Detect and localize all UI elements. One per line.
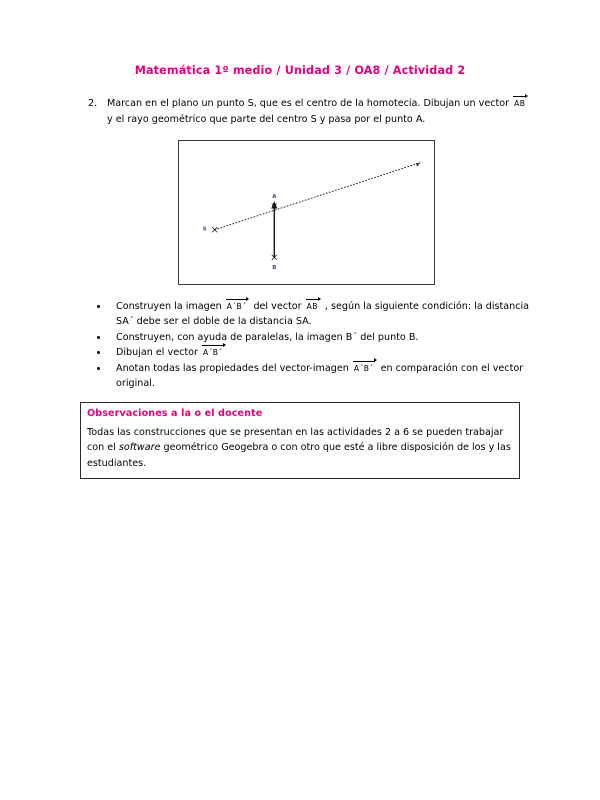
bullet-text-segment: , según la siguiente condición: la distancia SA´ debe ser el doble de la distancia SA. bbox=[116, 301, 530, 328]
observations-title: Observaciones a la o el docente bbox=[87, 408, 263, 419]
bullet-text bbox=[116, 363, 523, 389]
activity-number: 2. bbox=[88, 98, 98, 109]
activity-text bbox=[107, 96, 534, 127]
bullet-dot-icon bbox=[97, 305, 100, 308]
observations-italic-word: software bbox=[118, 442, 161, 454]
point-markers bbox=[212, 204, 276, 260]
bullet-text-segment: Construyen, con ayuda de paralelas, la imagen B´ del punto B. bbox=[116, 331, 419, 343]
homothety-construction-diagram bbox=[179, 141, 434, 284]
bullet-text-segment: Dibujan el vector bbox=[116, 347, 198, 359]
list-item bbox=[88, 345, 540, 360]
observations-text-before: Todas las construcciones que se presentan en las actividades 2 a 6 se pueden trabajar con el bbox=[87, 427, 504, 454]
bullet-text-segment: Construyen la imagen bbox=[116, 301, 222, 312]
ray-arrowhead bbox=[416, 163, 420, 167]
bullet-dot-icon bbox=[97, 336, 100, 339]
figure-label-a: A bbox=[272, 194, 277, 201]
page-title: Matemática 1º medio / Unidad 3 / OA8 / Actividad 2 bbox=[134, 64, 466, 77]
bullet-text bbox=[116, 347, 227, 358]
observations-text bbox=[87, 425, 511, 471]
bullet-text-segment: en comparación con el vector original. bbox=[116, 362, 524, 390]
vector-ab-notation: AB bbox=[306, 302, 321, 311]
list-item bbox=[88, 330, 540, 345]
bullet-dot-icon bbox=[97, 351, 100, 354]
activity-text-part1: Marcan en el plano un punto S, que es el centro de la homotecia. Dibujan un vector bbox=[107, 98, 510, 109]
list-item bbox=[88, 361, 540, 392]
vector-b-to-a-arrowhead bbox=[271, 201, 277, 208]
activity-text-part2: y el rayo geométrico que parte del centro S y pasa por el punto A. bbox=[107, 113, 426, 125]
bullet-text bbox=[116, 332, 418, 343]
activity-item-2 bbox=[88, 96, 534, 127]
vector-a-prime-b-prime-notation: A´B´ bbox=[202, 348, 226, 357]
bullet-dot-icon bbox=[97, 367, 100, 370]
vector-a-prime-b-prime-notation: A´B´ bbox=[353, 364, 377, 373]
ray-s-through-a bbox=[215, 163, 420, 230]
figure-label-b: B bbox=[272, 265, 277, 272]
observations-text-after: geométrico Geogebra o con otro que esté a libre disposición de los y las estudiantes. bbox=[87, 442, 511, 469]
bullet-text bbox=[116, 301, 529, 327]
vector-ab-notation: AB bbox=[513, 99, 528, 108]
figure-container bbox=[178, 140, 435, 285]
figure-label-s: S bbox=[202, 226, 207, 233]
vector-a-prime-b-prime-notation: A´B´ bbox=[226, 302, 250, 311]
teacher-observations-box bbox=[80, 402, 520, 479]
bullet-text-segment: Anotan todas las propiedades del vector-imagen bbox=[116, 362, 349, 374]
list-item bbox=[88, 299, 540, 330]
instructions-bullet-list bbox=[88, 299, 540, 391]
bullet-text-segment: del vector bbox=[253, 301, 302, 312]
